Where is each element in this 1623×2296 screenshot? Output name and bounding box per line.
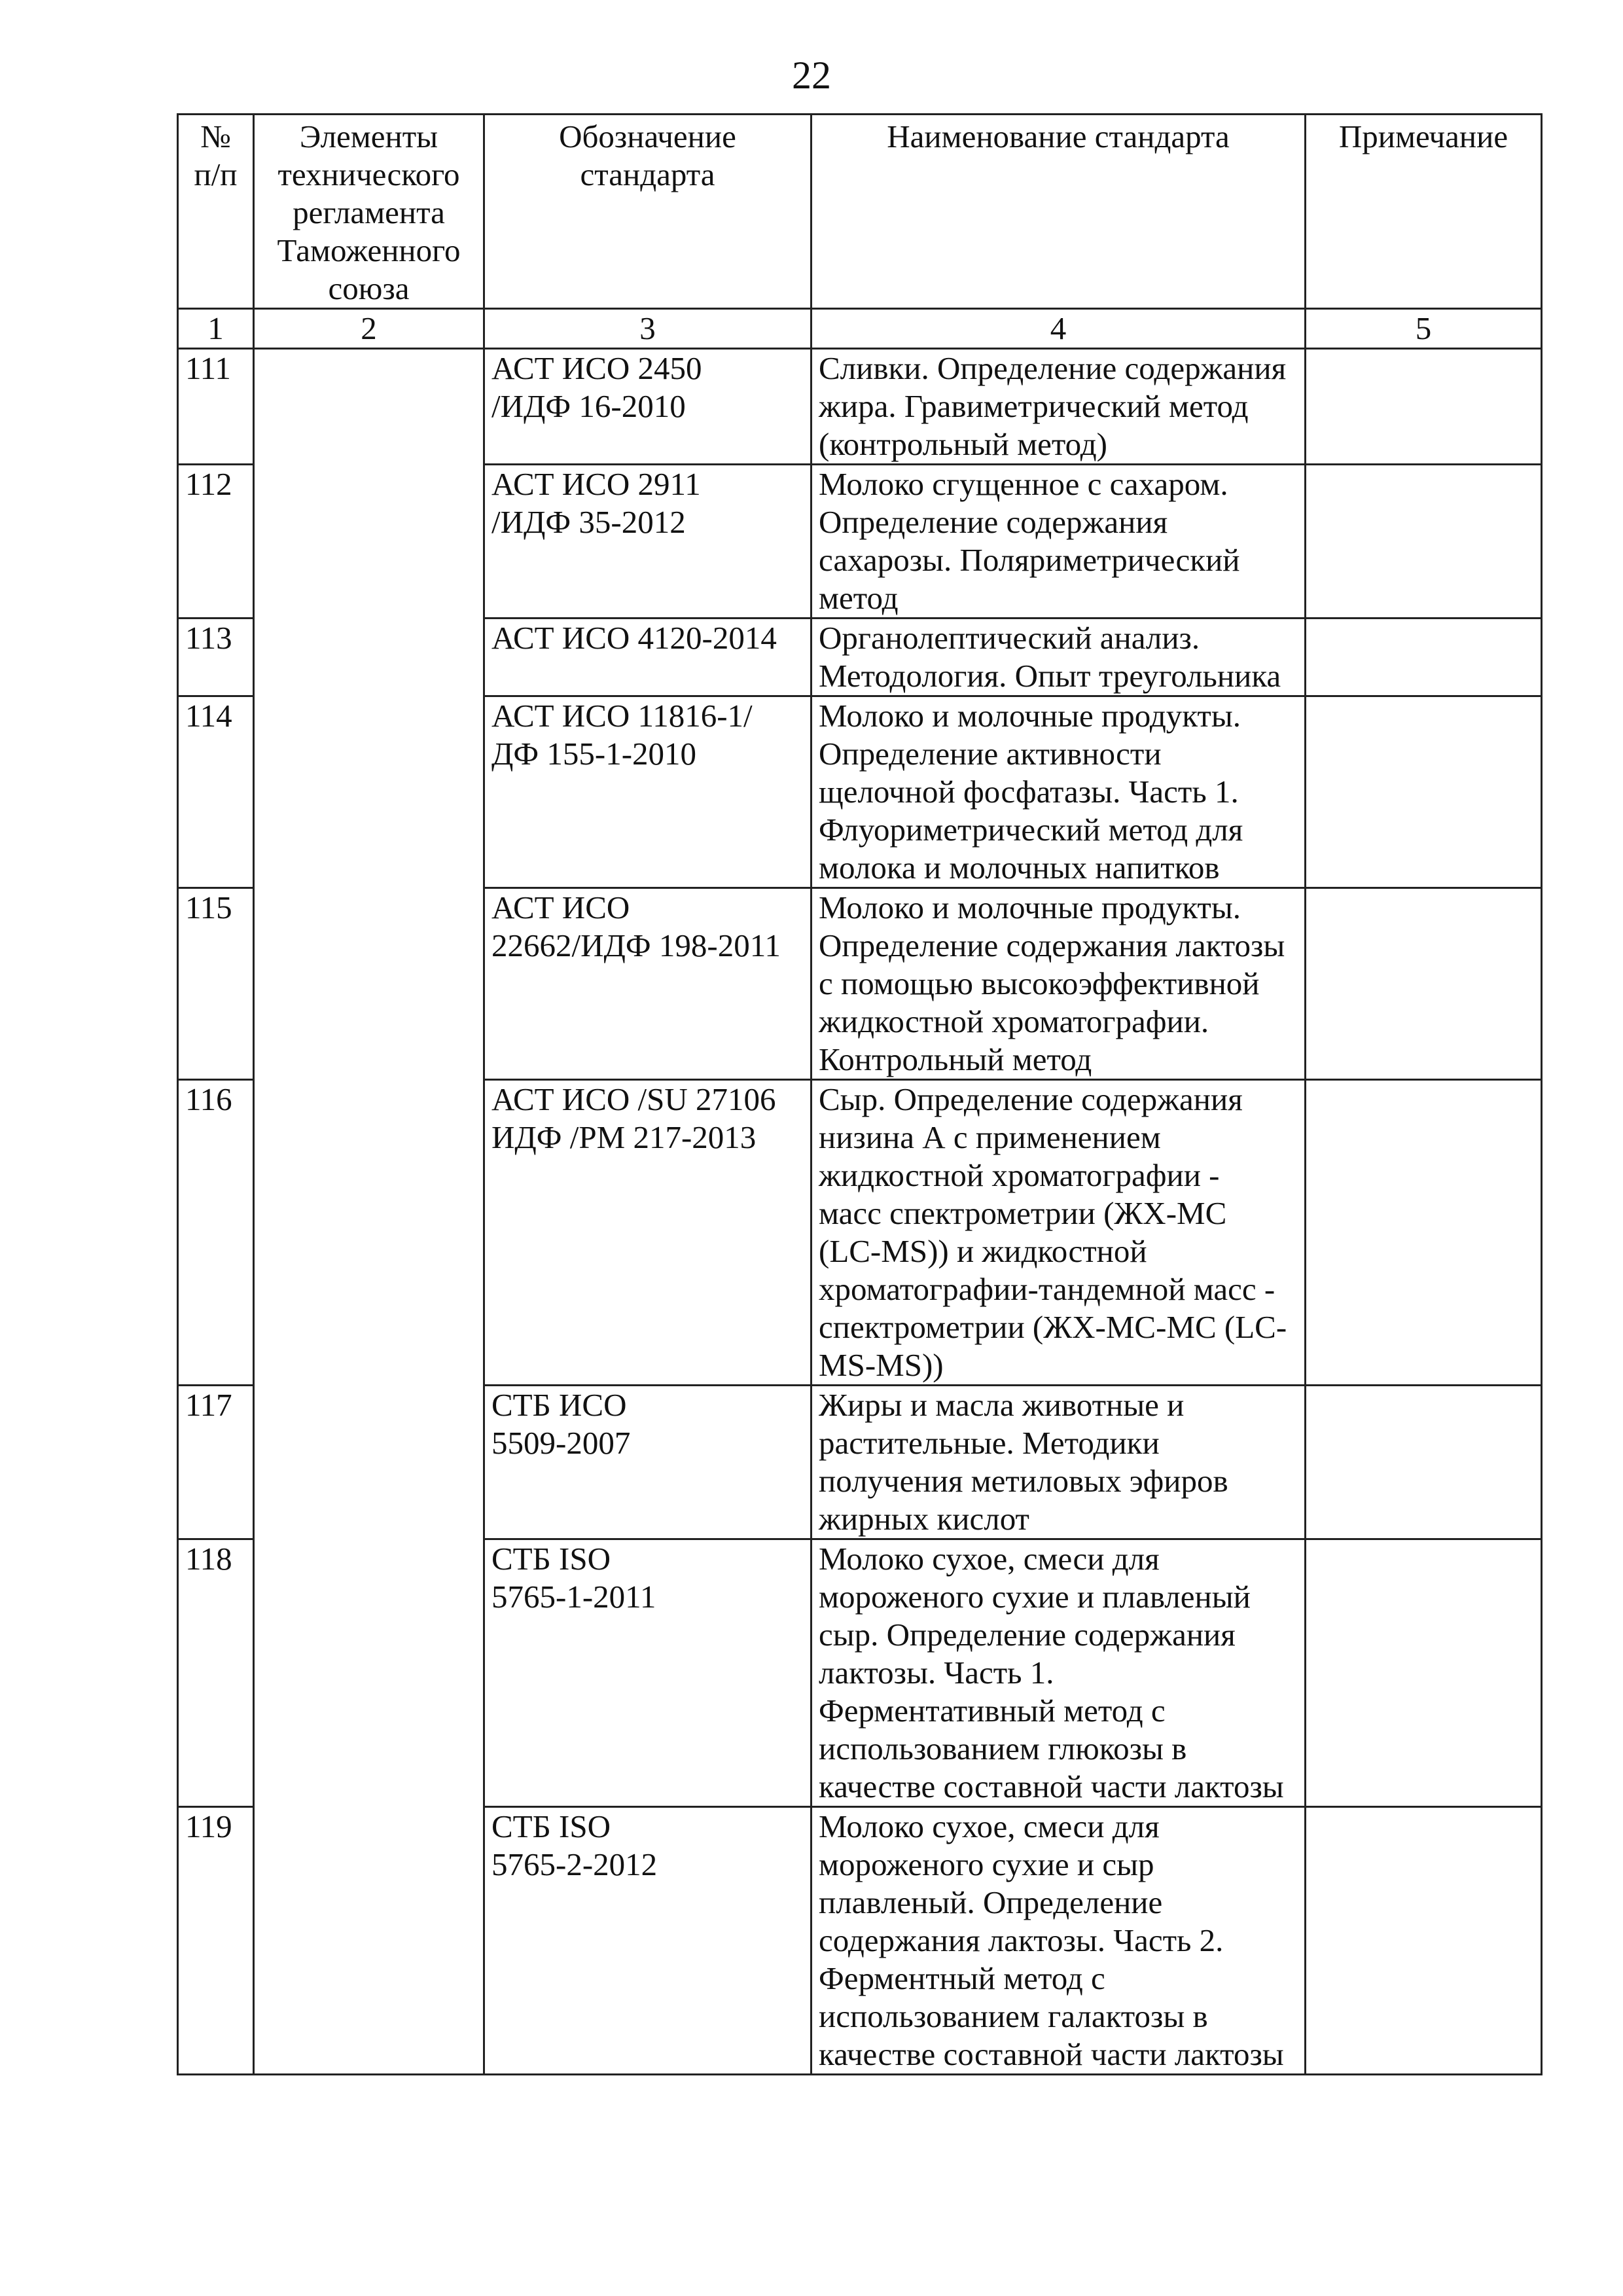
standard-designation: АСТ ИСО 2911 /ИДФ 35-2012 <box>484 465 812 619</box>
standard-note <box>1306 1807 1542 2075</box>
standards-table <box>177 113 1543 2075</box>
table-row <box>178 349 1542 465</box>
standard-note <box>1306 1080 1542 1386</box>
standard-note <box>1306 1539 1542 1807</box>
row-number: 111 <box>178 349 254 465</box>
regulation-elements-cell <box>254 349 484 2075</box>
header-standard-name: Наименование стандарта <box>812 115 1306 309</box>
header-regulation-elements: Элементы технического регламента Таможенного союза <box>254 115 484 309</box>
column-number: 3 <box>484 309 812 349</box>
row-number: 118 <box>178 1539 254 1807</box>
row-number: 117 <box>178 1386 254 1539</box>
row-number: 112 <box>178 465 254 619</box>
standard-note <box>1306 619 1542 696</box>
table-header-row <box>178 115 1542 309</box>
standard-note <box>1306 349 1542 465</box>
standard-designation: АСТ ИСО 2450 /ИДФ 16-2010 <box>484 349 812 465</box>
row-number: 113 <box>178 619 254 696</box>
standard-name: Молоко сухое, смеси для мороженого сухие и сыр плавленый. Определение содержания лактозы. Часть 2. Ферментный метод с использованием галактозы в качестве составной части лактозы <box>812 1807 1306 2075</box>
standard-name: Молоко и молочные продукты. Определение содержания лактозы с помощью высокоэффективной жидкостной хроматографии. Контрольный метод <box>812 888 1306 1080</box>
standard-name: Молоко и молочные продукты. Определение активности щелочной фосфатазы. Часть 1. Флуориметрический метод для молока и молочных напитков <box>812 696 1306 888</box>
row-number: 119 <box>178 1807 254 2075</box>
row-number: 116 <box>178 1080 254 1386</box>
table-body <box>178 349 1542 2075</box>
column-number: 5 <box>1306 309 1542 349</box>
standard-designation: АСТ ИСО 11816-1/ ДФ 155-1-2010 <box>484 696 812 888</box>
standard-note <box>1306 1386 1542 1539</box>
standard-name: Молоко сгущенное с сахаром. Определение содержания сахарозы. Поляриметрический метод <box>812 465 1306 619</box>
header-standard-designation: Обозначение стандарта <box>484 115 812 309</box>
standard-note <box>1306 696 1542 888</box>
standard-name: Органолептический анализ. Методология. Опыт треугольника <box>812 619 1306 696</box>
header-number: № п/п <box>178 115 254 309</box>
standard-designation: АСТ ИСО 4120-2014 <box>484 619 812 696</box>
page-number: 22 <box>792 54 831 97</box>
standard-designation: СТБ ISO 5765-2-2012 <box>484 1807 812 2075</box>
column-number: 2 <box>254 309 484 349</box>
column-number: 1 <box>178 309 254 349</box>
standard-designation: СТБ ИСО 5509-2007 <box>484 1386 812 1539</box>
standard-name: Сливки. Определение содержания жира. Гравиметрический метод (контрольный метод) <box>812 349 1306 465</box>
column-numbers-row <box>178 309 1542 349</box>
column-number: 4 <box>812 309 1306 349</box>
standard-designation: СТБ ISO 5765-1-2011 <box>484 1539 812 1807</box>
standard-note <box>1306 465 1542 619</box>
row-number: 115 <box>178 888 254 1080</box>
standard-designation: АСТ ИСО 22662/ИДФ 198-2011 <box>484 888 812 1080</box>
standard-note <box>1306 888 1542 1080</box>
standard-name: Жиры и масла животные и растительные. Методики получения метиловых эфиров жирных кислот <box>812 1386 1306 1539</box>
row-number: 114 <box>178 696 254 888</box>
standard-name: Сыр. Определение содержания низина А с применением жидкостной хроматографии - масс спектрометрии (ЖХ-МС (LC-MS)) и жидкостной хроматографии-тандемной масс - спектрометрии (ЖХ-МС-МС (LC- MS-MS)) <box>812 1080 1306 1386</box>
standard-name: Молоко сухое, смеси для мороженого сухие и плавленый сыр. Определение содержания лактозы. Часть 1. Ферментативный метод с использованием глюкозы в качестве составной части лактозы <box>812 1539 1306 1807</box>
header-note: Примечание <box>1306 115 1542 309</box>
standard-designation: АСТ ИСО /SU 27106 ИДФ /РМ 217-2013 <box>484 1080 812 1386</box>
